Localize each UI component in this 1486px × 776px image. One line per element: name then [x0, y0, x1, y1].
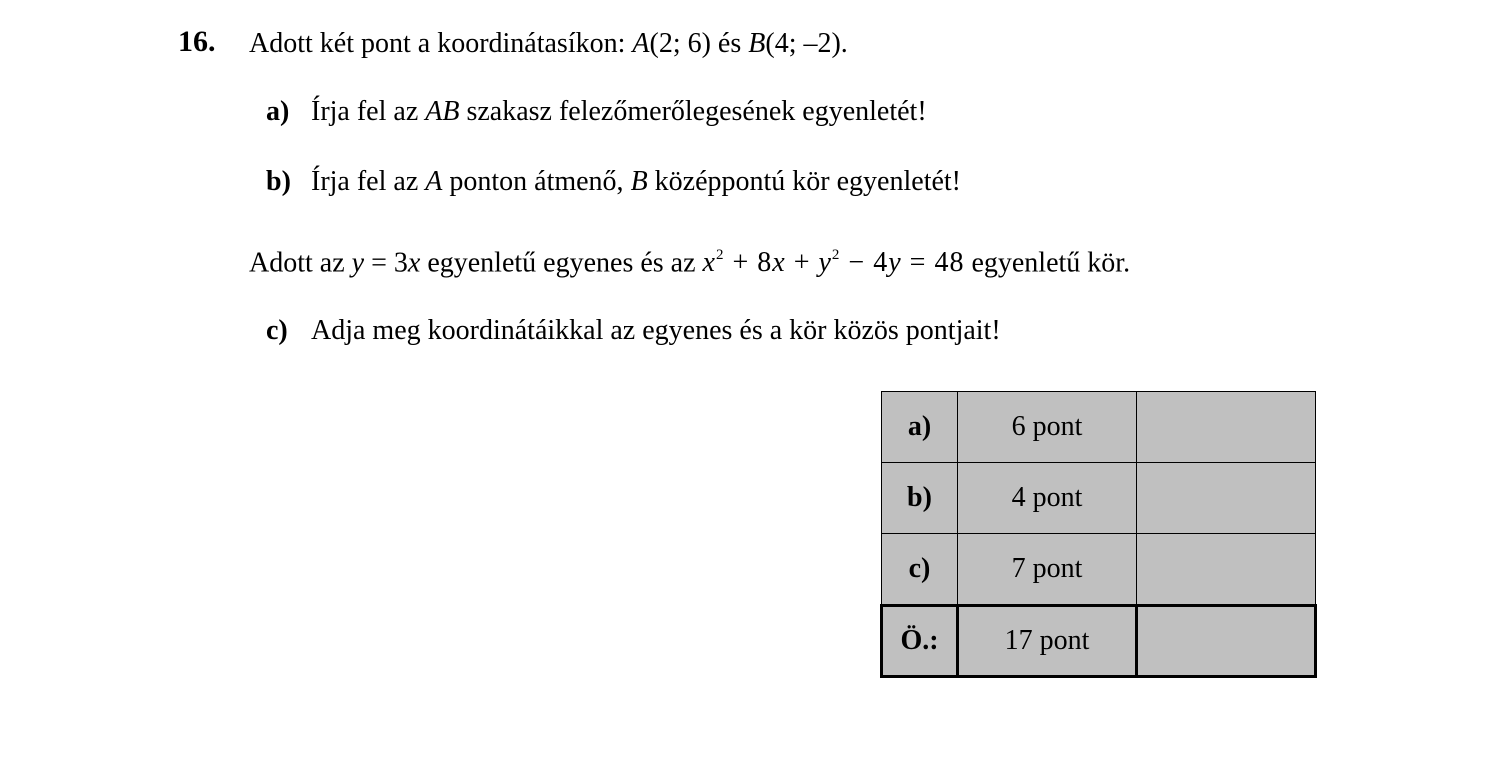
score-earned-b[interactable] — [1137, 463, 1316, 534]
problem-number: 16. — [178, 25, 216, 58]
score-points: 6 pont — [958, 392, 1137, 463]
question-b: b) Írja fel az A ponton átmenő, B középpontú kör egyenletét! — [266, 166, 962, 197]
score-earned-a[interactable] — [1137, 392, 1316, 463]
score-part-total: Ö.: — [882, 606, 958, 677]
question-c: c) Adja meg koordinátáikkal az egyenes és a kör közös pontjait! — [266, 315, 1001, 346]
question-b-label: b) — [266, 166, 291, 197]
circle-equation: $x^2 + 8x + y^2 - 4y = 48$ — [702, 247, 965, 279]
score-row-b — [882, 463, 1316, 534]
problem-intro: Adott két pont a koordinátasíkon: A(2; 6) és B(4; –2). — [249, 28, 848, 59]
question-a-label: a) — [266, 96, 290, 127]
score-part: b) — [882, 463, 958, 534]
score-points-total: 17 pont — [958, 606, 1137, 677]
score-earned-c[interactable] — [1137, 534, 1316, 606]
score-row-c — [882, 534, 1316, 606]
score-row-a — [882, 392, 1316, 463]
question-a: a) Írja fel az AB szakasz felezőmerőlegesének egyenletét! — [266, 96, 927, 127]
score-points: 7 pont — [958, 534, 1137, 606]
given-line-and-circle: Adott az y = 3x egyenletű egyenes és az $x^2 + 8x + y^2 - 4y = 48$ egyenletű kör. — [249, 247, 1131, 279]
score-earned-total[interactable] — [1137, 606, 1316, 677]
score-part: c) — [882, 534, 958, 606]
score-table — [880, 391, 1317, 678]
score-points: 4 pont — [958, 463, 1137, 534]
score-row-total — [882, 606, 1316, 677]
score-part: a) — [882, 392, 958, 463]
question-c-label: c) — [266, 315, 288, 346]
